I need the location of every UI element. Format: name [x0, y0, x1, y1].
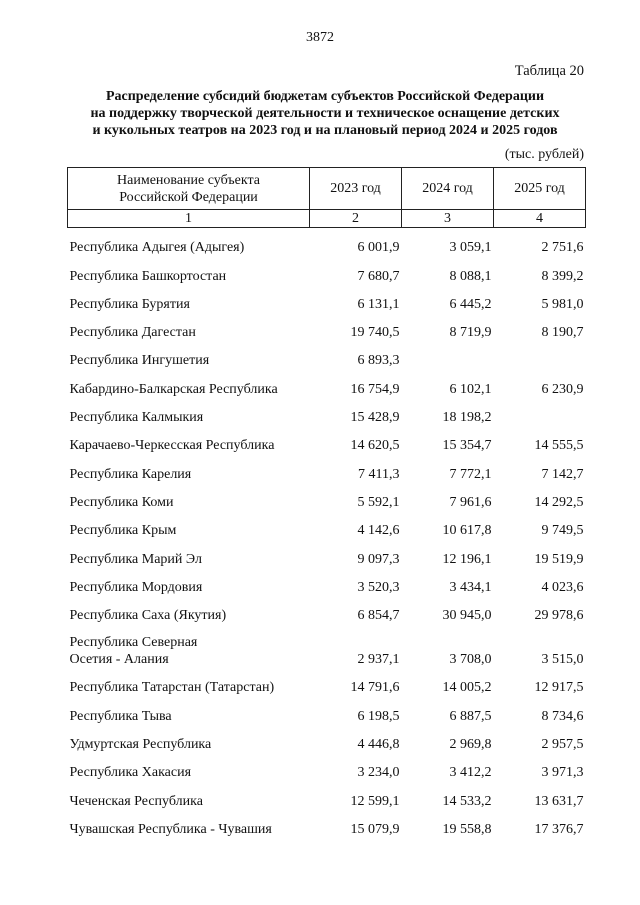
value-2024	[402, 341, 494, 369]
value-2025: 8 734,6	[541, 708, 584, 724]
value-2023: 16 754,9	[350, 381, 400, 397]
region-name: Республика Татарстан (Татарстан)	[69, 680, 275, 696]
table-row	[68, 256, 586, 284]
value-2023: 9 097,3	[357, 551, 400, 567]
value-2025: 14 555,5	[534, 438, 584, 454]
value-2024: 7 961,6	[449, 494, 492, 510]
table-label: Таблица 20	[514, 63, 584, 79]
region-name: Удмуртская Республика	[69, 737, 212, 753]
value-2025: 2 751,6	[541, 240, 584, 256]
table-row	[68, 341, 586, 369]
region-name: Республика Бурятия	[69, 296, 190, 312]
value-2023: 14 620,5	[350, 438, 400, 454]
region-name: Республика Калмыкия	[69, 410, 204, 426]
value-2025	[494, 398, 586, 426]
value-2023: 14 791,6	[350, 680, 400, 696]
table-row	[68, 313, 586, 341]
value-2024: 12 196,1	[442, 551, 492, 567]
table-row	[68, 369, 586, 397]
value-2024: 6 102,1	[449, 381, 492, 397]
value-2025: 9 749,5	[541, 523, 584, 539]
value-2024: 18 198,2	[442, 410, 492, 426]
value-2025: 2 957,5	[541, 737, 584, 753]
table-row	[68, 285, 586, 313]
value-2024: 8 088,1	[449, 268, 492, 284]
value-2024: 14 005,2	[442, 680, 492, 696]
value-2024: 3 059,1	[449, 240, 492, 256]
column-number: 4	[494, 210, 586, 228]
header-region-line: Российской Федерации	[119, 189, 258, 205]
units-label: (тыс. рублей)	[504, 147, 584, 162]
header-2025: 2025 год	[494, 168, 586, 210]
column-number: 2	[310, 210, 402, 228]
region-name: Республика Крым	[69, 523, 177, 539]
value-2023: 7 411,3	[358, 466, 400, 482]
title-line: на поддержку творческой деятельности и техническое оснащение детских	[90, 106, 560, 121]
value-2025: 13 631,7	[534, 793, 584, 809]
column-number-row	[68, 210, 586, 228]
value-2025: 3 515,0	[541, 652, 584, 668]
value-2023: 12 599,1	[350, 793, 400, 809]
value-2025: 5 981,0	[541, 296, 584, 312]
value-2024: 30 945,0	[442, 608, 492, 624]
region-name: Чеченская Республика	[69, 793, 203, 809]
value-2023: 6 198,5	[357, 708, 400, 724]
table-row	[68, 624, 586, 668]
region-name: Республика Дагестан	[69, 325, 196, 341]
table-row	[68, 426, 586, 454]
value-2024: 19 558,8	[442, 821, 492, 837]
region-name-line: Осетия - Алания	[69, 652, 169, 668]
value-2025: 14 292,5	[534, 494, 584, 510]
table-row	[68, 725, 586, 753]
value-2024: 14 533,2	[442, 793, 492, 809]
table-row	[68, 596, 586, 624]
table-title	[64, 88, 586, 139]
value-2025: 8 399,2	[541, 268, 584, 284]
value-2025: 19 519,9	[534, 551, 584, 567]
region-name-line: Республика Северная	[69, 635, 198, 651]
value-2024: 3 412,2	[449, 765, 492, 781]
table-row	[68, 668, 586, 696]
value-2024: 2 969,8	[449, 737, 492, 753]
region-name	[68, 624, 310, 668]
value-2023: 6 001,9	[357, 240, 400, 256]
value-2023: 5 592,1	[357, 494, 400, 510]
region-name: Республика Башкортостан	[69, 268, 227, 284]
table-row	[68, 753, 586, 781]
value-2025: 17 376,7	[534, 821, 584, 837]
table-row	[68, 511, 586, 539]
value-2023: 4 446,8	[357, 737, 400, 753]
header-row	[68, 168, 586, 210]
table-row	[68, 483, 586, 511]
region-name: Республика Мордовия	[69, 579, 203, 595]
header-2024: 2024 год	[402, 168, 494, 210]
value-2023: 7 680,7	[357, 268, 400, 284]
value-2023: 4 142,6	[357, 523, 400, 539]
table-row	[68, 781, 586, 809]
value-2025: 12 917,5	[534, 680, 584, 696]
value-2023: 19 740,5	[350, 325, 400, 341]
table-row	[68, 398, 586, 426]
region-name: Чувашская Республика - Чувашия	[69, 821, 272, 837]
column-number: 3	[402, 210, 494, 228]
value-2025: 8 190,7	[541, 325, 584, 341]
table-row	[68, 696, 586, 724]
region-name: Республика Ингушетия	[69, 353, 210, 369]
header-region-line: Наименование субъекта	[117, 172, 260, 188]
header-2023: 2023 год	[310, 168, 402, 210]
table-row	[68, 454, 586, 482]
title-line: Распределение субсидий бюджетам субъектов Российской Федерации	[105, 89, 545, 104]
region-name: Республика Марий Эл	[69, 551, 202, 567]
value-2023: 3 520,3	[357, 579, 400, 595]
column-number: 1	[68, 210, 310, 228]
value-2023: 6 893,3	[357, 353, 400, 369]
region-name: Карачаево-Черкесская Республика	[69, 438, 275, 454]
value-2023: 2 937,1	[357, 652, 400, 668]
value-2023: 6 131,1	[357, 296, 400, 312]
value-2025	[494, 341, 586, 369]
region-name: Республика Адыгея (Адыгея)	[69, 240, 245, 256]
value-2023: 15 428,9	[350, 410, 400, 426]
region-name: Кабардино-Балкарская Республика	[69, 381, 278, 397]
table-row	[68, 568, 586, 596]
value-2024: 7 772,1	[449, 466, 492, 482]
title-line: и кукольных театров на 2023 год и на плановый период 2024 и 2025 годов	[92, 123, 558, 138]
value-2025: 29 978,6	[534, 608, 584, 624]
value-2023: 15 079,9	[350, 821, 400, 837]
value-2024: 6 445,2	[449, 296, 492, 312]
table-body	[68, 228, 586, 838]
value-2024: 3 708,0	[449, 652, 492, 668]
value-2025: 3 971,3	[541, 765, 584, 781]
region-name: Республика Коми	[69, 494, 174, 510]
value-2025: 7 142,7	[541, 466, 584, 482]
table-row	[68, 228, 586, 257]
region-name: Республика Хакасия	[69, 765, 192, 781]
header-region-name	[68, 168, 310, 210]
value-2025: 6 230,9	[541, 381, 584, 397]
value-2024: 8 719,9	[449, 325, 492, 341]
value-2024: 10 617,8	[442, 523, 492, 539]
region-name: Республика Карелия	[69, 466, 192, 482]
value-2023: 6 854,7	[357, 608, 400, 624]
value-2024: 15 354,7	[442, 438, 492, 454]
value-2025: 4 023,6	[541, 579, 584, 595]
value-2023: 3 234,0	[357, 765, 400, 781]
value-2024: 6 887,5	[449, 708, 492, 724]
subsidy-table	[67, 167, 586, 838]
region-name: Республика Тыва	[69, 708, 172, 724]
table-row	[68, 539, 586, 567]
region-name: Республика Саха (Якутия)	[69, 608, 227, 624]
table-row	[68, 810, 586, 838]
value-2024: 3 434,1	[449, 579, 492, 595]
page-number: 3872	[306, 30, 334, 45]
